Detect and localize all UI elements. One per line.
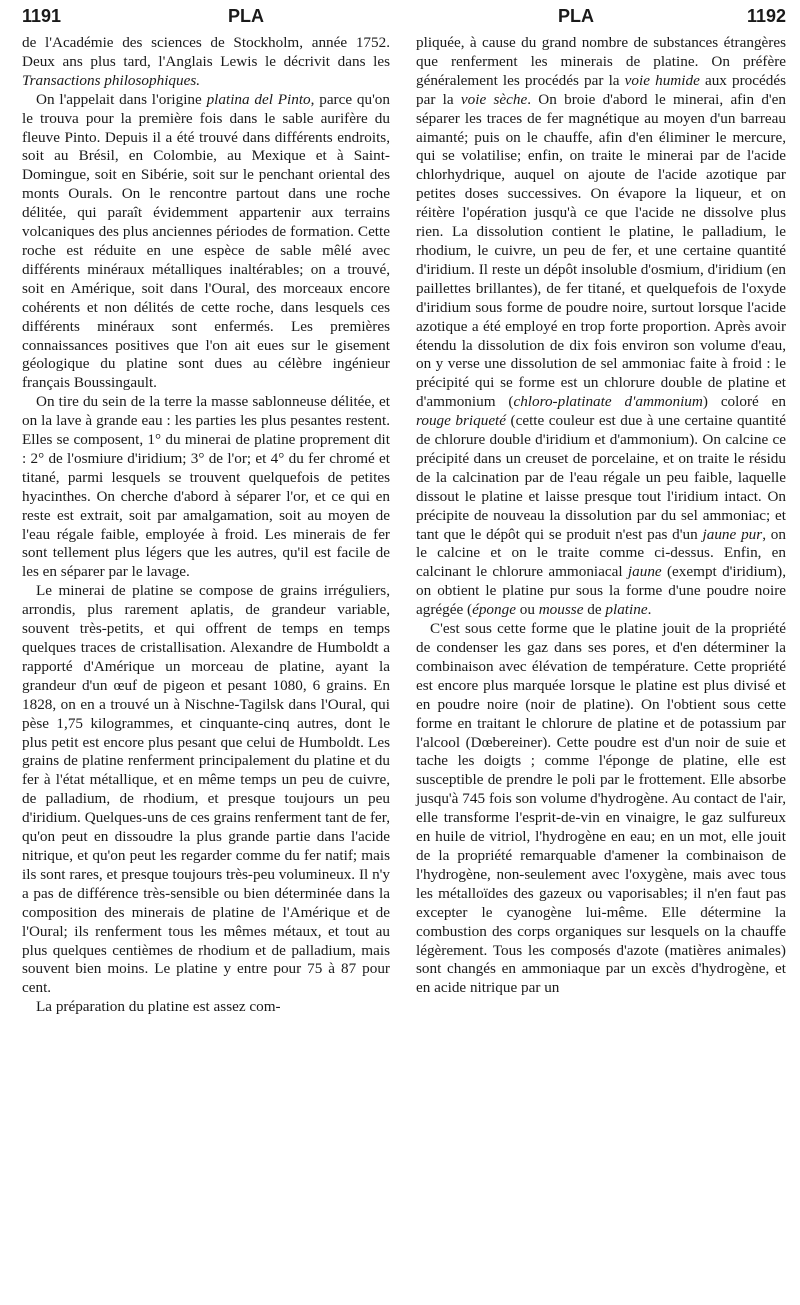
paragraph: La préparation du platine est assez com- [36, 998, 281, 1016]
text-run: . [647, 601, 652, 619]
italic-text: chloro-platinate d'ammonium [513, 393, 703, 411]
text-run: de [583, 601, 606, 619]
paragraph: On tire du sein de la terre la masse sablonneuse délitée, et on la lave à grande eau : les parties les plus pesantes restent. Elles se composent, 1° du minerai de platine proprement dit : 2° de l'osmiure d'iridium; 3° de l'or; et 4° du fer chromé et titané, parmi lesquels se trouvent quelquefois de petites hyacinthes. On cherche d'abord à séparer l'or, et ce qui en reste est extrait, soit par amalgamation, soit au moyen de l'eau régale faible, employée à froid. Les minerais de fer sont tellement plus légers que les autres, qu'il est facile de les en séparer par le lavage. [22, 393, 390, 581]
text-run: On l'appelait dans l'origine [36, 90, 207, 108]
text-run: . On broie d'abord le minerai, afin d'en séparer les traces de fer magnétique au moyen d'un barreau aimanté; puis on le chauffe, afin d'en éliminer le mercure, qui se volatilise; enfin, on traite le minerai par de l'acide chlorhydrique, auquel on ajoute de l'acide azotique par petites doses successives. On évapore la liqueur, et on réitère l'opération jusqu'à ce que l'acide ne dissolve plus rien. La dissolution contient le platine, le palladium, le rhodium, le cuivre, un peu de fer, et une certaine quantité d'iridium. Il reste un dépôt insoluble d'osmium, d'iridium (en paillettes brillantes), de fer titané, et quelquefois de l'oxyde d'iridium sous forme de poudre noire, surtout lorsque l'acide azotique a été employé en trop forte proportion. Après avoir étendu la dissolution de dix fois environ son volume d'eau, on y verse une dissolution de sel ammoniac faite à froid : le précipité qui se forme est un chlorure double de platine et d'ammonium ( [416, 90, 786, 411]
page-header [22, 6, 786, 32]
text-run: , parce qu'on le trouva pour la première fois dans le sable aurifère du fleuve Pinto. Depuis il a été trouvé dans différents endroits, soit au Brésil, en Colombie, au Mexique et à Saint-Domingue, soit en Sibérie, soit sur le penchant oriental des monts Ourals. On le rencontre partout dans une roche délitée, qui paraît évidemment appartenir aux terrains volcaniques des plus anciennes périodes de formation. Cette roche est réduite en une espèce de sable mêlé avec différents minéraux métalliques inaltérables; on a trouvé, soit en Amérique, soit dans l'Oural, des morceaux encore cohérents et non délités de cette roche, dans lesquels ces différents minéraux sont enfermés. Les premières connaissances positives que l'on ait eues sur le gisement géologique du platine sont dues au célèbre ingénieur français Boussingault. [22, 90, 390, 392]
paragraph [416, 34, 786, 620]
italic-text: jaune pur [702, 525, 763, 543]
running-head-right: PLA [558, 6, 594, 26]
text-run: de l'Académie des sciences de Stockholm, année 1752. Deux ans plus tard, l'Anglais Lewis le décrivit dans les [22, 34, 390, 70]
text-run: ) coloré en [702, 393, 786, 411]
paragraph: Le minerai de platine se compose de grains irréguliers, arrondis, plus rarement aplatis, de grandeur variable, souvent très-petits, et qui offrent de temps en temps quelques traces de cristallisation. Alexandre de Humboldt a rapporté d'Amérique un morceau de platine, ayant la grandeur d'un œuf de pigeon et pesant 1080, 6 grains. En 1828, on en a trouvé un à Nischne-Tagilsk dans l'Oural, qui pèse 1,75 kilogrammes, et cinquante-cinq autres, dont le plus petit est encore plus pesant que celui de Humboldt. Les grains de platine renferment principalement du platine et du fer à l'état métallique, et en même temps un peu de cuivre, de palladium, de rhodium, et presque toujours un peu d'iridium. Quelques-uns de ces grains renferment tant de fer, qu'on peut en dissoudre la plus grande partie dans l'acide nitrique, et qu'on peut les regarder comme du fer natif; mais ils sont rares, et presque toujours très-peu volumineux. Il n'y a pas de différence très-sensible ou bien déterminée dans la composition des minerais de platine de l'Amérique et de l'Oural; ils renferment tous les mêmes métaux, et tout au plus quelques centièmes de rhodium et de palladium, mais souvent bien moins. Le platine y entre pour 75 à 87 pour cent. [22, 582, 390, 997]
running-head-left: PLA [228, 6, 264, 26]
italic-text: mousse [538, 601, 584, 619]
column-number-left: 1191 [22, 6, 62, 26]
paragraph: C'est sous cette forme que le platine jouit de la propriété de condenser les gaz dans ses pores, et d'en déterminer la combinaison avec élévation de température. Cette propriété est encore plus marquée lorsque le platine est plus divisé et en poudre noire (noir de platine). On l'obtient sous cette forme en traitant le chlorure de platine et de potassium par l'alcool (Dœbereiner). Cette poudre est d'un noir de suie et tache les doigts ; comme l'éponge de platine, elle est susceptible de prendre le poli par le frottement. Elle absorbe jusqu'à 745 fois son volume d'hydrogène. Au contact de l'air, elle transforme l'esprit-de-vin en vinaigre, le gaz sulfureux en huile de vitriol, l'hydrogène en eau; en un mot, elle jouit de la propriété remarquable d'amener la combinaison de l'hydrogène, non-seulement avec l'oxygène, mais avec tous les métalloïdes des gazeux ou vaporisables; il n'en faut pas excepter le cyanogène lui-même. Elle détermine la combustion des corps organiques sur lesquels on la chauffe légèrement. Tous les composés d'azote (matières animales) sont changés en ammoniaque par un excès d'hydrogène, et en acide nitrique par un [416, 620, 786, 997]
left-column [22, 34, 390, 1017]
text-run: (exempt d'iridium), on obtient le platine pur sous la forme d'une poudre noire agrégée ( [416, 563, 786, 619]
italic-text: voie sèche [460, 90, 528, 108]
text-run: ou [515, 601, 539, 619]
italic-text: éponge [472, 601, 516, 619]
italic-text: platina del Pinto [206, 90, 311, 108]
paragraph [22, 34, 390, 91]
text-run: (cette couleur est due à une certaine quantité de chlorure double d'iridium et d'ammonium). On calcine ce précipité dans un creuset de porcelaine, et on traite le résidu de la calcination par de l'eau régale un peu faible, laquelle dissout le platine et laisse presque tout l'iridium intact. On précipite de nouveau la dissolution par du sel ammoniac; et tant que le dépôt qui se produit n'est pas d'un [416, 412, 786, 543]
italic-text: Transactions philosophiques. [22, 71, 201, 89]
text-run: aux procédés par la [416, 71, 786, 108]
italic-text: rouge briqueté [416, 412, 507, 430]
italic-text: jaune [627, 563, 662, 581]
text-run: pliquée, à cause du grand nombre de substances étrangères que renferment les minerais de platine. On préfère généralement les procédés par la [416, 34, 786, 89]
column-number-right: 1192 [746, 6, 786, 26]
right-column [416, 34, 786, 998]
italic-text: voie humide [624, 71, 700, 89]
italic-text: platine [605, 601, 648, 619]
text-run: , on le calcine et on le traite comme ci-dessus. Enfin, en calcinant le chlorure ammoniacal [416, 525, 786, 581]
paragraph [22, 91, 390, 394]
